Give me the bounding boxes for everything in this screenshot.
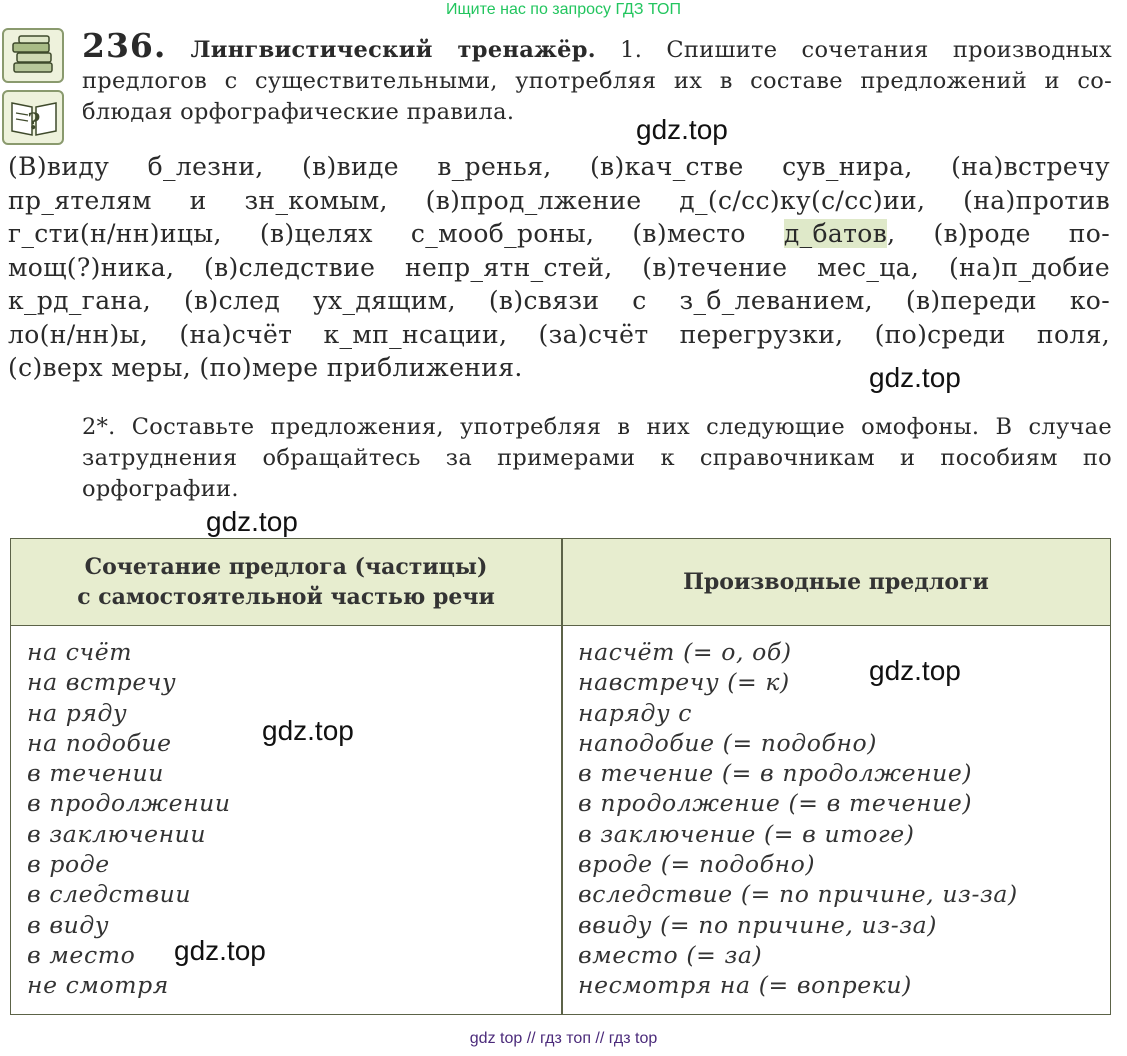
table-cell: в течении (27, 759, 165, 788)
exercise-title: Лингвистический тренажёр. (190, 37, 596, 63)
top-banner[interactable]: Ищите нас по запросу ГДЗ ТОП (446, 1, 681, 18)
watermark: gdz.top (636, 114, 728, 145)
watermark: gdz.top (174, 935, 266, 966)
exercise-line (8, 217, 1110, 251)
table-cell: на встречу (27, 668, 177, 697)
table-cell: несмотря на (= вопреки) (578, 971, 912, 1000)
highlighted-word: д_батов (783, 219, 888, 248)
exercise-line-part: г_сти(н/нн)ицы, (в)целях с_мооб_роны, (в)место (8, 219, 784, 248)
header-left-line: Сочетание предлога (частицы) (84, 554, 488, 580)
table-cell: не смотря (27, 971, 169, 1000)
table-cell: в продолжение (= в течение) (578, 789, 973, 818)
task-2-instructions: 2*. Составьте предложения, употребляя в них следующие омофоны. В случае затруднения обращайтесь за примерами к справочникам и пособиям по орфографии. (82, 414, 1112, 502)
exercise-line: пр_ятелям и зн_комым, (в)прод_лжение д_(с/сс)ку(с/сс)ии, (на)против (8, 185, 1110, 215)
exercise-line: к_рд_гана, (в)след ух_дящим, (в)связи с з_б_леванием, (в)переди ко- (8, 286, 1110, 315)
exercise-number: 236. (82, 26, 167, 65)
header-right: Производные предлоги (683, 569, 989, 595)
table-cell: ввиду (= по причине, из-за) (578, 910, 938, 939)
right-column (578, 637, 1018, 1001)
table-cell: в место (27, 940, 136, 969)
table-cell: вместо (= за) (578, 940, 763, 969)
exercise-line: мощ(?)ника, (в)следствие непр_ятн_стей, (в)течение мес_ца, (на)п_добие (8, 252, 1110, 282)
table-cell: в продолжении (27, 789, 231, 818)
table-cell: наподобие (= подобно) (578, 728, 878, 757)
question-book-icon (2, 90, 64, 145)
watermark: gdz.top (262, 715, 354, 746)
table-cell: в следствии (27, 880, 192, 909)
task-1-text-end: блюдая орфографические правила. (82, 99, 515, 125)
task-1-instructions (82, 26, 1113, 128)
exercise-line: ло(н/нн)ы, (на)счёт к_мп_нсации, (за)счёт перегрузки, (по)среди поля, (8, 319, 1110, 349)
exercise-line: (с)верх меры, (по)мере приближения. (8, 353, 523, 382)
footer-links[interactable]: gdz top // гдз топ // гдз top (469, 1030, 658, 1047)
table-cell: вроде (= подобно) (578, 850, 816, 879)
watermark: gdz.top (869, 655, 961, 686)
table-cell: навстречу (= к) (578, 668, 790, 697)
header-left-line: с самостоятельной частью речи (77, 584, 495, 610)
table-cell: вследствие (= по причине, из-за) (578, 880, 1018, 909)
svg-text:?: ? (27, 109, 41, 135)
watermark: gdz.top (869, 362, 961, 393)
table-cell: в заключении (27, 819, 207, 848)
task-1-text: 1. Спишите сочетания производных предлогов с существительными, употребляя их в составе предложений и со- (82, 37, 1113, 94)
table-cell: на подобие (27, 728, 172, 757)
table-cell: в течение (= в продолжение) (578, 759, 973, 788)
table-cell: на ряду (27, 698, 128, 727)
table-cell: в роде (27, 850, 110, 879)
table-cell: наряду с (578, 698, 693, 727)
table-cell: в заключение (= в итоге) (578, 819, 915, 848)
header-left (11, 539, 561, 625)
exercise-text (8, 150, 1110, 385)
table-cell: насчёт (= о, об) (578, 638, 792, 666)
books-icon (2, 28, 64, 83)
exercise-line: (В)виду б_лезни, (в)виде в_ренья, (в)кач_стве сув_нира, (на)встречу (8, 152, 1110, 181)
watermark: gdz.top (206, 506, 298, 537)
exercise-line-part: , (в)роде по- (887, 219, 1110, 248)
table-cell: на счёт (27, 638, 133, 666)
table-cell: в виду (27, 910, 110, 939)
